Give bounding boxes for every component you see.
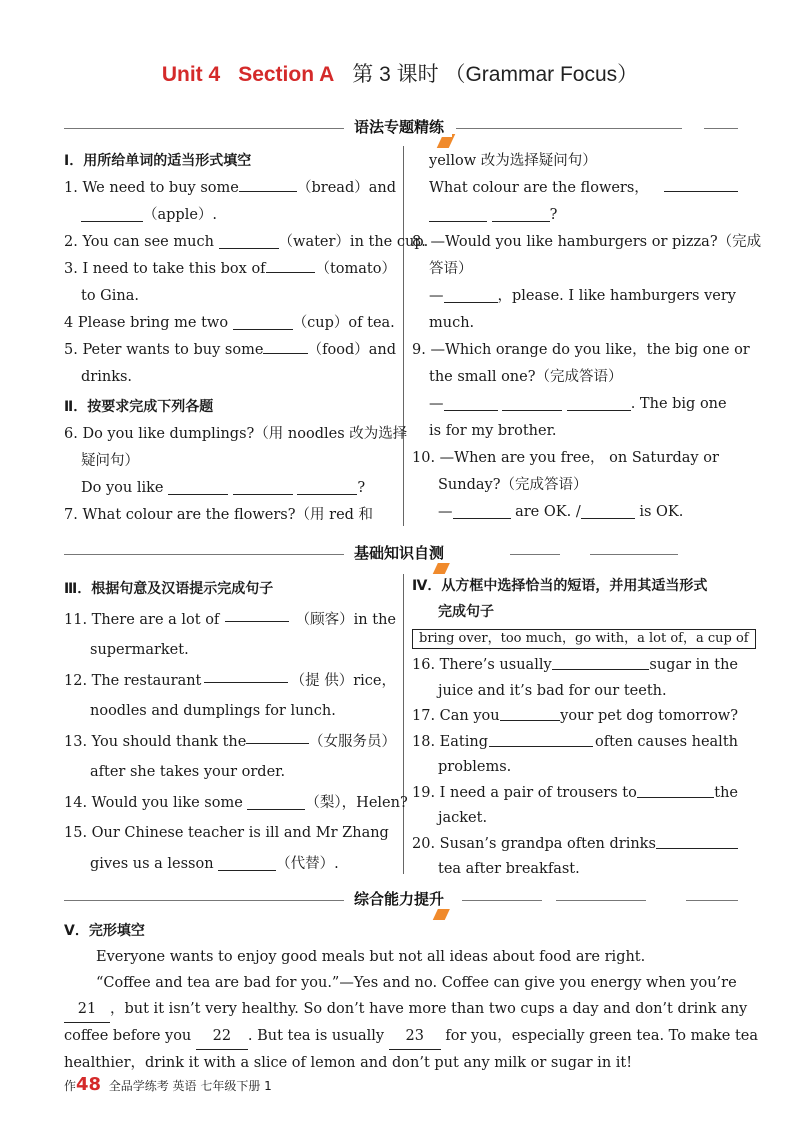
question-15: 15. Our Chinese teacher is ill and Mr Zhang	[64, 825, 389, 841]
cloze-line-3: 21 ，but it isn’t very healthy. So don’t have more than two cups a day and don’t drink any	[64, 996, 738, 1023]
question-8: 8. —Would you like hamburgers or pizza?（完成	[412, 234, 762, 250]
cloze-line-5: healthier，drink it with a slice of lemon and don’t put any milk or sugar in it!	[64, 1055, 633, 1071]
section-title-ability: 综合能力提升	[346, 888, 452, 909]
question-10-answer: — are OK. / is OK.	[438, 504, 684, 520]
blank-7c[interactable]	[492, 205, 550, 222]
blank-10b[interactable]	[581, 502, 635, 519]
question-9-answer: — . The big one	[429, 396, 727, 412]
blank-13[interactable]	[246, 727, 309, 744]
question-8-answer-cont: much.	[429, 315, 475, 331]
question-18: 18. Eating often causes health	[412, 730, 738, 756]
blank-6c[interactable]	[297, 478, 357, 495]
section-title-grammar: 语法专题精练	[346, 116, 452, 137]
blank-1a[interactable]	[239, 175, 297, 192]
blank-9a[interactable]	[444, 394, 498, 411]
question-3-cont: to Gina.	[81, 288, 139, 304]
question-20: 20. Susan’s grandpa often drinks	[412, 832, 738, 858]
blank-18[interactable]	[489, 730, 593, 747]
footer-prefix: 作	[64, 1079, 77, 1093]
title-section: Section A	[238, 63, 335, 86]
question-10-cont: Sunday?（完成答语）	[438, 477, 588, 493]
question-16: 16. There’s usually sugar in the	[412, 653, 738, 679]
phrase-box-row	[412, 625, 749, 653]
blank-20[interactable]	[656, 832, 738, 849]
page-number: 48	[76, 1074, 102, 1095]
question-1-cont: （apple）.	[64, 202, 396, 229]
question-6-cont: 疑问句）	[81, 453, 139, 469]
blank-1b[interactable]	[81, 205, 143, 222]
section-header-grammar	[64, 116, 738, 140]
question-13: 13. You should thank the （女服务员）	[64, 727, 396, 758]
part4-heading-cont: 完成句子	[438, 603, 494, 620]
left-column-lower	[64, 574, 408, 879]
question-20-cont: tea after breakfast.	[438, 861, 580, 877]
cloze-line-4: coffee before you 22 . But tea is usually 23 for you，especially green tea. To make tea	[64, 1023, 738, 1050]
question-10: 10. —When are you free， on Saturday or	[412, 450, 719, 466]
question-7-cont: yellow 改为选择疑问句）	[429, 153, 597, 169]
title-unit: Unit 4	[161, 63, 221, 86]
part1-heading: Ⅰ．用所给单词的适当形式填空	[64, 153, 252, 169]
question-12-cont: noodles and dumplings for lunch.	[90, 703, 336, 719]
blank-6b[interactable]	[233, 478, 293, 495]
question-7-answer-cont: ?	[412, 202, 738, 229]
part2-heading: Ⅱ．按要求完成下列各题	[64, 399, 214, 415]
question-9-answer-cont: is for my brother.	[429, 423, 557, 439]
blank-3[interactable]	[266, 256, 316, 273]
right-column-upper	[412, 148, 762, 526]
blank-10a[interactable]	[453, 502, 511, 519]
cloze-section	[64, 918, 758, 1076]
question-7-answer: What colour are the flowers，	[412, 175, 738, 202]
blank-11[interactable]	[225, 605, 289, 622]
question-6-answer: Do you like ?	[81, 480, 366, 496]
part5-heading: Ⅴ．完形填空	[64, 923, 145, 939]
question-9: 9. —Which orange do you like，the big one or	[412, 342, 750, 358]
question-11: 11. There are a lot of （顾客）in the	[64, 605, 396, 636]
question-5: 5. Peter wants to buy some （food）and	[64, 337, 396, 364]
question-18-cont: problems.	[438, 759, 512, 775]
blank-19[interactable]	[637, 781, 714, 798]
blank-16[interactable]	[552, 653, 650, 670]
part3-heading: Ⅲ．根据句意及汉语提示完成句子	[64, 581, 274, 597]
cloze-blank-23[interactable]: 23	[389, 1023, 441, 1050]
blank-9b[interactable]	[502, 394, 562, 411]
column-divider-lower	[403, 574, 404, 874]
phrase-box: bring over，too much，go with，a lot of，a cup of	[412, 629, 756, 649]
footer-text: 全品学练考 英语 七年级下册 1	[108, 1079, 272, 1093]
left-column-upper	[64, 148, 429, 529]
blank-12[interactable]	[204, 666, 288, 683]
blank-9c[interactable]	[567, 394, 631, 411]
cloze-paragraph-1: Everyone wants to enjoy good meals but not all ideas about food are right.	[96, 949, 646, 965]
section-title-basics: 基础知识自测	[346, 542, 452, 563]
question-8-answer: — ，please. I like hamburgers very	[429, 288, 736, 304]
blank-6a[interactable]	[168, 478, 228, 495]
cloze-blank-22[interactable]: 22	[196, 1023, 248, 1050]
question-8-cont: 答语）	[429, 261, 473, 277]
question-19-cont: jacket.	[438, 810, 488, 826]
blank-17[interactable]	[500, 704, 561, 721]
question-3: 3. I need to take this box of （tomato）	[64, 256, 396, 283]
question-17: 17. Can you your pet dog tomorrow?	[412, 704, 738, 730]
question-11-cont: supermarket.	[90, 642, 189, 658]
blank-7a[interactable]	[664, 175, 738, 192]
column-divider-upper	[403, 146, 404, 526]
question-7: 7. What colour are the flowers?（用 red 和	[64, 507, 374, 523]
blank-14[interactable]	[247, 793, 305, 810]
blank-8[interactable]	[444, 286, 498, 303]
question-12: 12. The restaurant （提 供）rice，	[64, 666, 396, 697]
question-19: 19. I need a pair of trousers to the	[412, 781, 738, 807]
blank-2[interactable]	[219, 232, 279, 249]
right-column-lower	[412, 574, 749, 883]
question-13-cont: after she takes your order.	[90, 764, 286, 780]
question-16-cont: juice and it’s bad for our teeth.	[438, 682, 667, 699]
question-2: 2. You can see much （water）in the cup.	[64, 234, 429, 250]
page-footer	[64, 1074, 272, 1095]
question-1: 1. We need to buy some （bread）and	[64, 175, 396, 202]
question-5-cont: drinks.	[81, 369, 133, 385]
blank-7b[interactable]	[429, 205, 487, 222]
blank-4[interactable]	[233, 313, 293, 330]
question-15-cont: gives us a lesson （代替）.	[90, 855, 339, 872]
section-header-ability	[64, 888, 738, 912]
section-header-basics	[64, 542, 738, 566]
cloze-blank-21[interactable]: 21	[64, 996, 110, 1023]
cloze-paragraph-2: “Coffee and tea are bad for you.”—Yes and no. Coffee can give you energy when you’re	[96, 975, 737, 991]
title-focus: （Grammar Focus）	[444, 63, 639, 86]
question-9-cont: the small one?（完成答语）	[429, 369, 623, 385]
blank-5[interactable]	[263, 337, 307, 354]
question-14: 14. Would you like some （梨），Helen?	[64, 794, 408, 811]
title-lesson: 第 3 课时	[352, 63, 439, 86]
page-title	[0, 58, 800, 88]
question-4: 4 Please bring me two （cup）of tea.	[64, 315, 395, 331]
question-6: 6. Do you like dumplings?（用 noodles 改为选择	[64, 426, 408, 442]
blank-15[interactable]	[218, 854, 276, 871]
part4-heading: Ⅳ．从方框中选择恰当的短语，并用其适当形式	[412, 578, 708, 594]
